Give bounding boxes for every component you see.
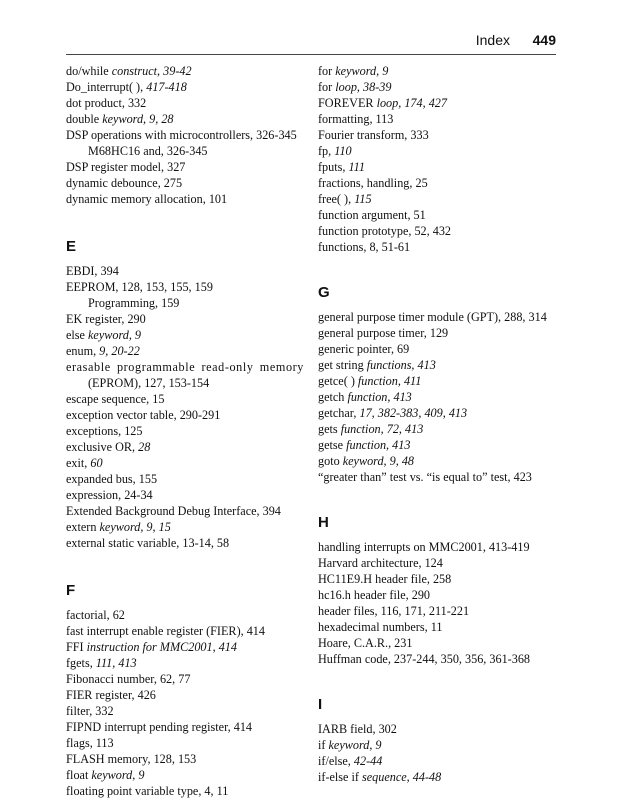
entry-term: exceptions, 125 [66,424,143,438]
index-entry [318,539,568,555]
index-entry [318,341,568,357]
index-entry [318,453,568,469]
entry-term: function prototype, 52, 432 [318,224,452,238]
index-entry [318,111,568,127]
index-entry [318,127,568,143]
index-entry [318,721,568,737]
entry-italic-ref: function, 413 [347,390,412,404]
entry-term: general purpose timer, 129 [318,326,449,340]
entry-term: IARB field, 302 [318,722,397,736]
index-entry [318,95,568,111]
index-entry [318,357,568,373]
page-number: 449 [532,32,556,48]
entry-term: getce( ) [318,374,358,388]
entry-italic-ref: keyword, 9 [328,738,382,752]
index-column-right [318,63,568,785]
index-entry [318,79,568,95]
index-entry [66,687,316,703]
section-letter: F [66,582,76,599]
entry-italic-ref: keyword, 9 [335,64,389,78]
entry-term: FOREVER [318,96,377,110]
entry-term: if/else, [318,754,354,768]
index-entry [66,471,316,487]
index-entry [66,95,316,111]
entry-term: fputs, [318,160,349,174]
entry-term: Harvard architecture, 124 [318,556,443,570]
index-entry [66,111,316,127]
index-subentry [66,143,316,159]
index-entry [66,407,316,423]
entry-term: (EPROM), 127, 153-154 [88,376,210,390]
entry-term: do/while [66,64,112,78]
section-gap [318,255,568,283]
index-entry [318,373,568,389]
index-entry [66,191,316,207]
entry-term: fast interrupt enable register (FIER), 414 [66,624,265,638]
entry-term: filter, 332 [66,704,114,718]
index-entry [66,535,316,551]
entry-term: goto [318,454,343,468]
entry-italic-ref: keyword, 9, 15 [99,520,171,534]
index-entry [318,587,568,603]
index-entry [318,175,568,191]
index-entry [66,519,316,535]
section-gap [318,485,568,513]
entry-term: enum, [66,344,100,358]
index-entry [66,487,316,503]
entry-term: for [318,64,336,78]
entry-term: getchar, [318,406,360,420]
index-column-left [66,63,316,799]
entry-term: handling interrupts on MMC2001, 413-419 [318,540,530,554]
header-title: Index [475,32,510,48]
index-entry [318,769,568,785]
index-entry [318,555,568,571]
entry-italic-ref: 110 [334,144,352,158]
index-entry [66,751,316,767]
entry-term: getse [318,438,347,452]
entry-term: external static variable, 13-14, 58 [66,536,230,550]
index-entry [66,263,316,279]
entry-term: function argument, 51 [318,208,426,222]
entry-term: functions, 8, 51-61 [318,240,411,254]
index-entry [318,191,568,207]
section-gap [66,207,316,237]
entry-term: general purpose timer module (GPT), 288, 314 [318,310,547,324]
entry-italic-ref: keyword, 9 [88,328,142,342]
index-entry [66,359,304,375]
entry-term: getch [318,390,348,404]
entry-italic-ref: 111 [348,160,365,174]
entry-italic-ref: 17, 382-383, 409, 413 [359,406,468,420]
entry-term: EEPROM, 128, 153, 155, 159 [66,280,213,294]
entry-term: “greater than” test vs. “is equal to” test, 423 [318,470,532,484]
index-subentry [66,375,316,391]
entry-term: Do_interrupt( ), [66,80,147,94]
index-entry [66,175,316,191]
index-entry [66,767,316,783]
entry-term: hexadecimal numbers, 11 [318,620,443,634]
entry-term: formatting, 113 [318,112,394,126]
entry-italic-ref: loop, 174, 427 [376,96,447,110]
entry-term: FFI [66,640,87,654]
index-entry [318,207,568,223]
index-entry [66,655,316,671]
entry-term: dynamic debounce, 275 [66,176,183,190]
entry-term: exclusive OR, [66,440,139,454]
entry-term: extern [66,520,100,534]
section-gap [318,667,568,695]
section-gap [66,551,316,581]
index-entry [318,239,568,255]
entry-term: exception vector table, 290-291 [66,408,221,422]
index-entry [66,159,316,175]
index-entry [318,753,568,769]
entry-term: floating point variable type, 4, 11 [66,784,229,798]
entry-italic-ref: function, 411 [357,374,422,388]
entry-italic-ref: keyword, 9, 48 [342,454,415,468]
entry-italic-ref: keyword, 9, 28 [102,112,174,126]
index-entry [318,223,568,239]
entry-term: Programming, 159 [88,296,180,310]
entry-term: fractions, handling, 25 [318,176,428,190]
index-entry [66,439,316,455]
index-entry [66,671,316,687]
entry-italic-ref: 115 [354,192,372,206]
entry-term: escape sequence, 15 [66,392,165,406]
index-entry [318,159,568,175]
entry-italic-ref: 42-44 [353,754,383,768]
index-entry [66,703,316,719]
index-entry [318,309,568,325]
entry-term: erasable programmable read-only memory [66,360,304,374]
index-entry [66,343,316,359]
index-entry [318,635,568,651]
entry-term: EK register, 290 [66,312,146,326]
entry-term: float [66,768,92,782]
index-entry [66,783,316,799]
entry-term: Fourier transform, 333 [318,128,429,142]
entry-term: expanded bus, 155 [66,472,158,486]
entry-italic-ref: loop, 38-39 [335,80,392,94]
section-letter: H [318,514,329,531]
page-header [66,32,556,54]
index-entry [318,143,568,159]
entry-term: factorial, 62 [66,608,125,622]
index-entry [318,437,568,453]
entry-italic-ref: functions, 413 [366,358,436,372]
index-entry [66,503,316,519]
entry-italic-ref: function, 413 [346,438,411,452]
index-entry [66,423,316,439]
entry-term: FLASH memory, 128, 153 [66,752,197,766]
entry-term: else [66,328,88,342]
entry-italic-ref: 417-418 [146,80,187,94]
entry-italic-ref: sequence, 44-48 [362,770,442,784]
index-entry [318,421,568,437]
index-entry [318,603,568,619]
entry-term: if [318,738,329,752]
index-entry [66,735,316,751]
index-entry [318,737,568,753]
index-entry [66,63,316,79]
index-subentry [66,295,316,311]
entry-term: EBDI, 394 [66,264,119,278]
index-entry [66,607,316,623]
index-entry [66,327,316,343]
index-entry [318,619,568,635]
index-entry [66,623,316,639]
entry-term: Extended Background Debug Interface, 394 [66,504,281,518]
header-rule [66,54,556,55]
entry-term: expression, 24-34 [66,488,153,502]
entry-term: header files, 116, 171, 211-221 [318,604,470,618]
entry-term: Fibonacci number, 62, 77 [66,672,191,686]
entry-term: generic pointer, 69 [318,342,410,356]
index-entry [318,571,568,587]
entry-term: FIPND interrupt pending register, 414 [66,720,253,734]
section-letter: G [318,284,330,301]
entry-italic-ref: 60 [90,456,103,470]
entry-term: fgets, [66,656,96,670]
entry-term: HC11E9.H header file, 258 [318,572,452,586]
index-entry [318,389,568,405]
entry-italic-ref: instruction for MMC2001, 414 [86,640,237,654]
entry-term: fp, [318,144,335,158]
entry-italic-ref: 111, 413 [95,656,137,670]
entry-term: Hoare, C.A.R., 231 [318,636,413,650]
entry-italic-ref: 28 [138,440,151,454]
entry-term: for [318,80,336,94]
entry-italic-ref: function, 72, 413 [340,422,424,436]
entry-term: hc16.h header file, 290 [318,588,431,602]
entry-term: gets [318,422,341,436]
index-entry [66,127,316,143]
index-entry [66,391,316,407]
entry-term: DSP register model, 327 [66,160,186,174]
entry-term: DSP operations with microcontrollers, 326-345 [66,128,297,142]
entry-term: double [66,112,103,126]
entry-italic-ref: 9, 20-22 [99,344,140,358]
entry-term: M68HC16 and, 326-345 [88,144,208,158]
section-letter: E [66,238,77,255]
entry-term: dot product, 332 [66,96,147,110]
entry-term: Huffman code, 237-244, 350, 356, 361-368 [318,652,531,666]
index-entry [66,719,316,735]
entry-term: dynamic memory allocation, 101 [66,192,228,206]
entry-term: get string [318,358,367,372]
entry-italic-ref: construct, 39-42 [111,64,192,78]
index-entry [318,325,568,341]
index-entry [66,639,316,655]
entry-term: FIER register, 426 [66,688,156,702]
entry-term: if-else if [318,770,362,784]
index-entry [318,469,568,485]
index-entry [318,405,568,421]
entry-term: flags, 113 [66,736,114,750]
entry-term: free( ), [318,192,355,206]
index-entry [66,311,316,327]
entry-italic-ref: keyword, 9 [91,768,145,782]
index-entry [66,79,316,95]
index-entry [318,651,568,667]
section-letter: I [318,696,323,713]
entry-term: exit, [66,456,91,470]
index-entry [66,279,316,295]
index-entry [318,63,568,79]
index-entry [66,455,316,471]
